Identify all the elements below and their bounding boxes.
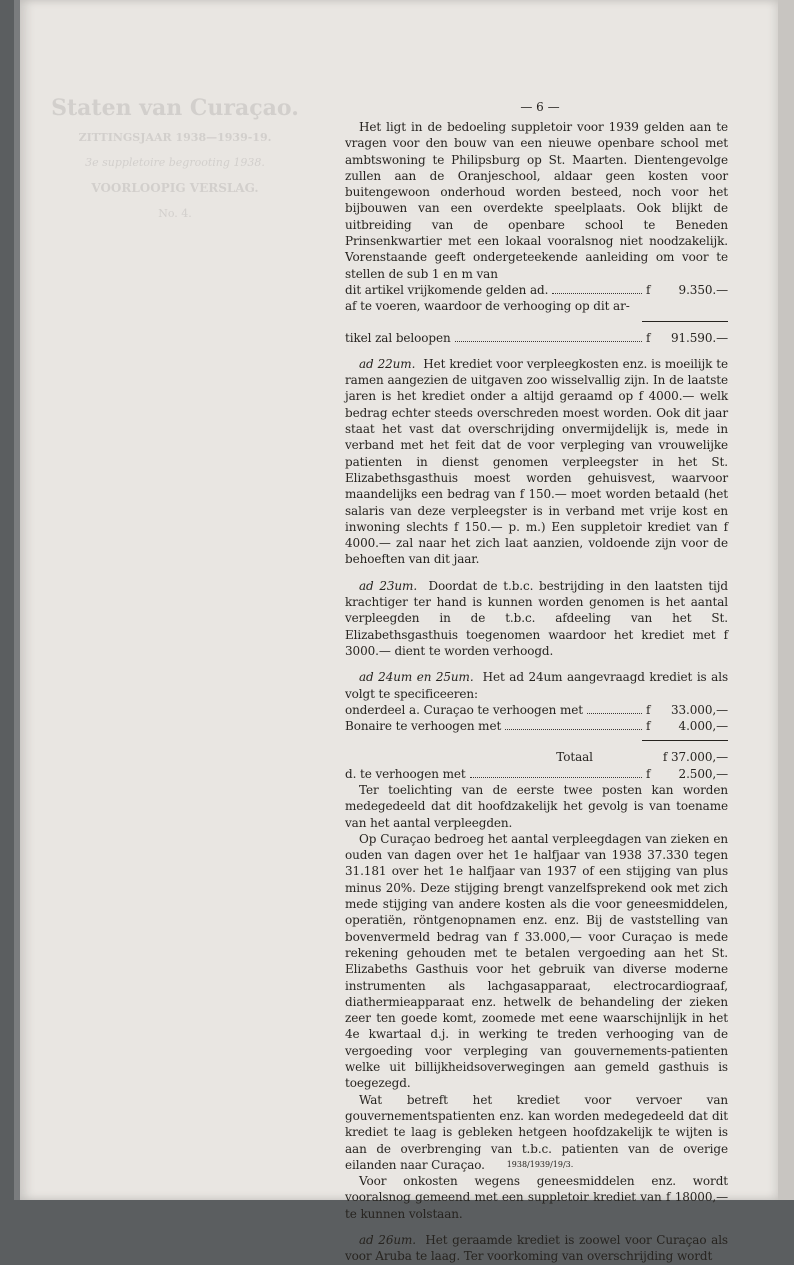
next-page-edge: [778, 0, 794, 1200]
amount-line-total: [345, 749, 728, 765]
currency-symbol: f: [662, 750, 668, 765]
amount-number: 4.000,—: [678, 719, 728, 734]
amount-value: [646, 702, 728, 718]
amount-line-bonaire: [345, 718, 728, 734]
currency-symbol: f: [646, 330, 651, 345]
amount-value: [646, 282, 728, 298]
amount-label: onderdeel a. Curaçao te verhoogen met: [345, 702, 583, 717]
ghost-line-2: ZITTINGSJAAR 1938—1939-19.: [78, 131, 272, 144]
section-label: ad 26um.: [359, 1233, 416, 1247]
paragraph-ad26: [345, 1232, 728, 1265]
amount-number: 33.000,—: [670, 702, 728, 717]
ghost-line-1: Staten van Curaçao.: [51, 95, 299, 121]
amount-label: tikel zal beloopen: [345, 330, 451, 345]
total-label: Totaal: [556, 750, 593, 765]
amount-number: 2.500,—: [678, 766, 728, 781]
amount-number: 9.350.—: [678, 282, 728, 297]
section-text: Het krediet voor verpleegkosten enz. is moeilijk te ramen aangezien de uitgaven zoo wisselvallig zijn. In de laatste jaren is het krediet onder a altijd geraamd op f 4000.— welk bedrag echter steeds overschreden moest worden. Ook dit jaar staat het vast dat overschrijding onvermijdelijk is, mede in verband met het feit dat de voor verpleging van vrouwelijke patienten in dienst genomen verpleegster in het St. Elizabethsgasthuis moest worden gehuisvest, waarvoor maandelijks een bedrag van f 150.— moet worden betaald (het salaris van deze verpleegster is in verband met vrije kost en inwoning slechts f 150.— p. m.) Een suppletoir krediet van f 4000.— zal naar het zich laat aanzien, voldoende zijn voor de behoeften van dit jaar.: [345, 356, 729, 567]
bleed-through-header: [30, 95, 320, 220]
amount-value: [646, 718, 728, 734]
section-label: ad 22um.: [359, 356, 416, 371]
amount-number: 37.000,—: [670, 750, 728, 765]
section-text: Doordat de t.b.c. bestrijding in den laatsten tijd krachtiger ter hand is kunnen worden genomen is het aantal verpleegden in de t.b.c. afdeeling van het St. Elizabethsgasthuis toegenomen waardoor het krediet met f 3000.— dient te worden verhoogd.: [345, 578, 728, 658]
amount-value: [646, 766, 728, 782]
section-label: ad 23um.: [359, 578, 418, 593]
paragraph-ad23: [345, 578, 728, 659]
amount-line-curacao: [345, 702, 728, 718]
currency-symbol: f: [646, 719, 651, 734]
leader-dots: [587, 713, 642, 714]
leader-dots: [505, 729, 642, 730]
amount-line-ad: [345, 282, 728, 298]
paragraph-curacao: Op Curaçao bedroeg het aantal verpleegdagen van zieken en ouden van dagen over het 1e halfjaar van 1938 37.330 tegen 31.181 over het 1e halfjaar van 1937 of een stijging van plus minus 20%. Deze stijging brengt vanzelfsprekend ook met zich mede stijging van andere kosten als die voor geneesmiddelen, operatiën, röntgenopnamen enz. enz. Bij de vaststelling van bovenvermeld bedrag van f 33.000,— voor Curaçao is mede rekening gehouden met te betalen vergoeding aan het St. Elizabeths Gasthuis voor het gebruik van diverse moderne instrumenten als lachgasapparaat, electrocardiograaf, diathermieapparaat enz. hetwelk de behandeling der zieken zeer ten goede komt, zoomede met eene waarschijnlijk in het 4e kwartaal d.j. in werking te treden verhooging van de vergoeding voor verpleging van gouvernements-patienten welke uit billijkheidsoverwegingen aan gemeld gasthuis is toegezegd.: [345, 831, 728, 1091]
paragraph-ad24: [345, 669, 728, 702]
paragraph-intro: Het ligt in de bedoeling suppletoir voor 1939 gelden aan te vragen voor den bouw van een nieuwe openbare school met ambtswoning te Philipsburg op St. Maarten. Dientengevolge zullen aan de Oranjeschool, aldaar geen kosten voor buitengewoon onderhoud worden besteed, noch voor het bijbouwen van een overdekte speelplaats. Ook blijkt de uitbreiding van de openbare school te Beneden Prinsenkwartier met een lokaal vooralsnog niet noodzakelijk. Vorenstaande geeft ondergeteekende aanleiding om voor te stellen de sub 1 en m van: [345, 120, 728, 281]
page-number: — 6 —: [520, 100, 560, 114]
section-label: ad 24um en 25um.: [359, 670, 474, 685]
ghost-line-3: 3e suppletoire begrooting 1938.: [85, 156, 265, 169]
section-text: Het geraamde krediet is zoowel voor Curaçao als voor Aruba te laag. Ter voorkoming van overschrijding wordt: [345, 1233, 728, 1264]
currency-symbol: f: [646, 766, 651, 781]
amount-value: [646, 330, 728, 346]
currency-symbol: f: [646, 702, 651, 717]
sum-rule: [642, 321, 728, 322]
leader-dots: [455, 341, 642, 342]
amount-label: d. te verhoogen met: [345, 766, 466, 781]
paragraph-ad22: [345, 356, 728, 568]
sum-rule: [642, 740, 728, 741]
line-afvoeren: af te voeren, waardoor de verhooging op dit ar-: [345, 299, 630, 314]
paragraph-onkosten: Voor onkosten wegens geneesmiddelen enz. wordt vooralsnog gemeend met een suppletoir krediet van f 18000,— te kunnen volstaan.: [345, 1174, 728, 1221]
amount-line-beloopen: [345, 330, 728, 346]
amount-number: 91.590.—: [670, 330, 728, 345]
amount-value: [663, 749, 728, 765]
amount-label: Bonaire te verhoogen met: [345, 719, 502, 734]
paragraph-vervoer: Wat betreft het krediet voor vervoer van gouvernementspatienten enz. kan worden medegedeeld dat dit krediet te laag is gebleken hetgeen hoofdzakelijk te wijten is aan de overbrenging van t.b.c. patienten van de overige eilanden naar Curaçao.: [345, 1092, 728, 1172]
leader-dots: [470, 777, 642, 778]
paragraph-toelichting: Ter toelichting van de eerste twee posten kan worden medegedeeld dat dit hoofdzakelijk het gevolg is van toename van het aantal verpleegden.: [345, 782, 728, 830]
footer-code: 1938/1939/19/3.: [506, 1160, 574, 1169]
amount-line-d: [345, 766, 728, 782]
currency-symbol: f: [646, 282, 651, 297]
amount-label: dit artikel vrijkomende gelden ad.: [345, 282, 549, 297]
document-body: [345, 119, 728, 1265]
ghost-line-4: VOORLOOPIG VERSLAG.: [91, 181, 259, 195]
leader-dots: [552, 293, 642, 294]
section-text: Het ad 24um aangevraagd krediet is als volgt te specificeeren:: [345, 670, 729, 701]
ghost-line-5: No. 4.: [158, 207, 192, 220]
